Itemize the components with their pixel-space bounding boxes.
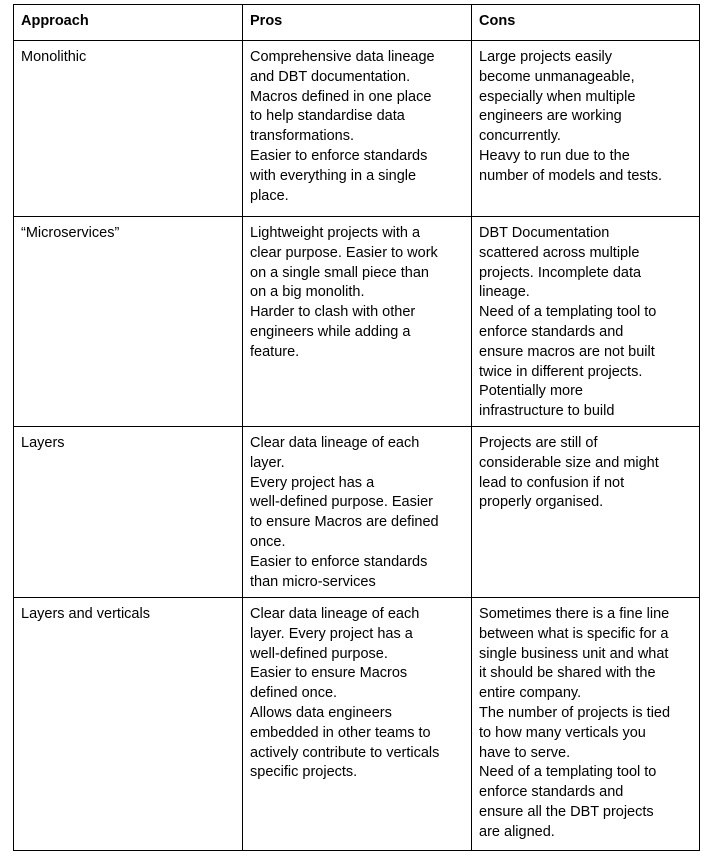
cell-line: The number of projects is tied	[479, 704, 671, 721]
cell-line: properly organised.	[479, 494, 604, 511]
cell-line: engineers are working	[479, 108, 622, 125]
cell-line: have to serve.	[479, 744, 571, 761]
cell-line: projects. Incomplete data	[479, 264, 642, 281]
cell-line: Macros defined in one place	[250, 88, 432, 105]
cell-line: single business unit and what	[479, 645, 669, 662]
header-pros: Pros	[243, 5, 472, 41]
cell-line: especially when multiple	[479, 88, 636, 105]
pros-cell	[243, 217, 472, 427]
cell-line: Every project has a	[250, 474, 375, 491]
cell-line: DBT Documentation	[479, 225, 610, 241]
approach-cell: Layers	[14, 427, 243, 598]
cell-line: between what is specific for a	[479, 625, 669, 642]
cell-line: Potentially more	[479, 383, 583, 400]
comparison-table	[13, 4, 700, 851]
cell-line: to how many verticals you	[479, 724, 646, 741]
pros-cell	[243, 598, 472, 851]
cell-line: on a single small piece than	[250, 264, 429, 281]
approach-cell: “Microservices”	[14, 217, 243, 427]
cell-line: Heavy to run due to the	[479, 147, 630, 164]
cell-line: layer.	[250, 454, 285, 471]
cell-line: Projects are still of	[479, 435, 598, 451]
cell-line: considerable size and might	[479, 454, 659, 471]
cell-line: entire company.	[479, 685, 582, 702]
cell-line: to ensure Macros are defined	[250, 514, 439, 531]
cons-cell	[472, 41, 700, 217]
approach-cell: Monolithic	[14, 41, 243, 217]
cell-line: to help standardise data	[250, 108, 405, 125]
cell-line: on a big monolith.	[250, 284, 365, 301]
pros-cell	[243, 41, 472, 217]
header-cons: Cons	[472, 5, 700, 41]
cell-line: than micro-services	[250, 573, 376, 590]
cell-line: actively contribute to verticals	[250, 744, 440, 761]
pros-cell	[243, 427, 472, 598]
cell-line: it should be shared with the	[479, 665, 656, 682]
cell-line: Easier to ensure Macros	[250, 665, 408, 682]
cell-line: and DBT documentation.	[250, 68, 411, 85]
cell-line: infrastructure to build	[479, 403, 615, 420]
cell-line: become unmanageable,	[479, 68, 635, 85]
cell-line: Easier to enforce standards	[250, 147, 428, 164]
table-row	[14, 217, 700, 427]
table-header-row	[14, 5, 700, 41]
cell-line: embedded in other teams to	[250, 724, 431, 741]
cell-line: clear purpose. Easier to work	[250, 244, 438, 261]
cell-line: Sometimes there is a fine line	[479, 606, 670, 622]
cell-line: defined once.	[250, 685, 338, 702]
cons-cell	[472, 598, 700, 851]
table-row	[14, 598, 700, 851]
cell-line: Easier to enforce standards	[250, 553, 428, 570]
cons-cell	[472, 427, 700, 598]
table-row	[14, 41, 700, 217]
cell-line: Lightweight projects with a	[250, 225, 421, 241]
cell-line: Clear data lineage of each	[250, 606, 420, 622]
cell-line: with everything in a single	[250, 167, 417, 184]
cell-line: Need of a templating tool to	[479, 764, 657, 781]
cell-line: lead to confusion if not	[479, 474, 625, 491]
table-row	[14, 427, 700, 598]
cell-line: are aligned.	[479, 823, 555, 840]
cell-line: place.	[250, 187, 289, 204]
cell-line: enforce standards and	[479, 323, 624, 340]
cell-line: specific projects.	[250, 764, 358, 781]
cell-line: ensure all the DBT projects	[479, 803, 654, 820]
cell-line: feature.	[250, 343, 300, 360]
cell-line: enforce standards and	[479, 784, 624, 801]
cell-line: Large projects easily	[479, 49, 613, 65]
cell-line: lineage.	[479, 284, 530, 301]
cell-line: scattered across multiple	[479, 244, 640, 261]
cell-line: Clear data lineage of each	[250, 435, 420, 451]
cell-line: Need of a templating tool to	[479, 304, 657, 321]
cell-line: number of models and tests.	[479, 167, 662, 184]
cell-line: transformations.	[250, 128, 354, 145]
cell-line: well-defined purpose.	[250, 645, 388, 662]
cell-line: layer. Every project has a	[250, 625, 413, 642]
cell-line: once.	[250, 533, 286, 550]
cell-line: twice in different projects.	[479, 363, 643, 380]
cell-line: Comprehensive data lineage	[250, 49, 435, 65]
header-approach: Approach	[14, 5, 243, 41]
cell-line: well-defined purpose. Easier	[250, 494, 433, 511]
cons-cell	[472, 217, 700, 427]
cell-line: ensure macros are not built	[479, 343, 655, 360]
cell-line: concurrently.	[479, 128, 561, 145]
cell-line: engineers while adding a	[250, 323, 411, 340]
approach-cell: Layers and verticals	[14, 598, 243, 851]
cell-line: Harder to clash with other	[250, 304, 416, 321]
cell-line: Allows data engineers	[250, 704, 392, 721]
